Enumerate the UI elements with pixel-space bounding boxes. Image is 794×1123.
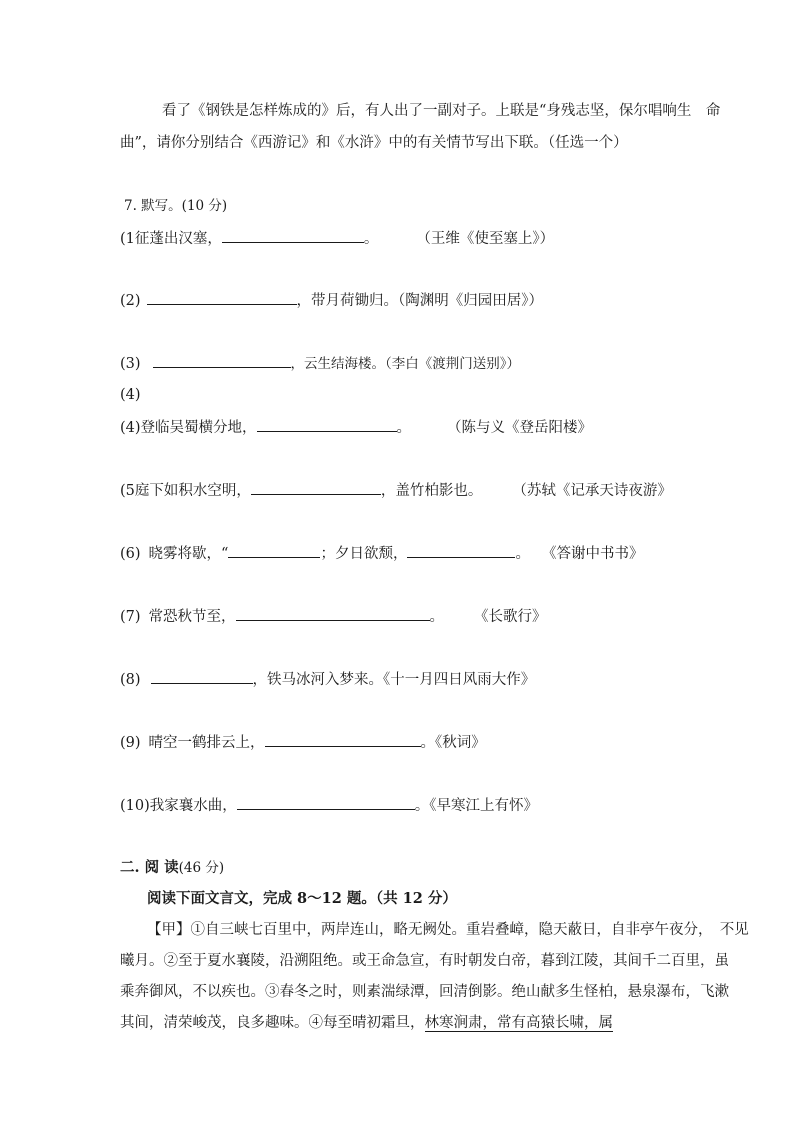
q7-item-3: (3) ，云生结海楼。（李白《渡荆门送别》） [120, 353, 520, 374]
item-number: (7) [120, 609, 141, 625]
q6-line-1: 看了《钢铁是怎样炼成的》后，有人出了一副对子。上联是“身残志坚，保尔唱响生 命 [162, 103, 721, 119]
q7-item-4-empty: (4) [120, 387, 141, 403]
answer-blank[interactable] [407, 543, 515, 558]
q7-title: 7. 默写。(10 分) [124, 198, 228, 214]
answer-blank[interactable] [222, 228, 364, 243]
q7-item-7: (7) 常恐秋节至， 。 《长歌行》 [120, 606, 547, 627]
item-number: (6) [120, 546, 141, 562]
passage-line-2: 曦月。②至于夏水襄陵，沿溯阻绝。或王命急宣，有时朝发白帝，暮到江陵，其间千二百里，虽 [120, 953, 729, 969]
q7-item-5: (5庭下如积水空明， ，盖竹柏影也。 （苏轼《记承天诗夜游》 [120, 480, 672, 501]
item-number: (4) [120, 420, 141, 436]
answer-blank[interactable] [151, 669, 253, 684]
passage-line-4: 其间，清荣峻茂，良多趣味。④每至晴初霜旦，林寒涧肃，常有高猿长啸，属 [120, 1015, 613, 1031]
item-number: (2) [120, 293, 141, 309]
item-number: (10) [120, 798, 150, 814]
q7-item-9: (9) 晴空一鹤排云上， 。《秋词》 [120, 732, 486, 753]
q7-item-6: (6) 晓雾将歇，“ ；夕日欲颓， 。 《答谢中书书》 [120, 543, 643, 564]
underlined-phrase: 林寒涧肃，常有高猿长啸，属 [424, 1015, 613, 1031]
answer-blank[interactable] [265, 732, 421, 747]
answer-blank[interactable] [251, 480, 381, 495]
q6-line-2: 曲”，请你分别结合《西游记》和《水浒》中的有关情节写出下联。（任选一个） [120, 135, 628, 151]
reading-instructions: 阅读下面文言文，完成 8～12 题。（共 12 分） [147, 890, 457, 907]
answer-blank[interactable] [153, 353, 291, 368]
answer-blank[interactable] [237, 795, 415, 810]
answer-blank[interactable] [257, 417, 397, 432]
q7-item-2: (2) ，带月荷锄归。（陶渊明《归园田居》） [120, 290, 543, 311]
item-number: (3) [120, 356, 141, 372]
item-number: (5 [120, 483, 135, 499]
section-2-heading [120, 858, 224, 878]
answer-blank[interactable] [236, 606, 430, 621]
item-number: (9) [120, 735, 141, 751]
section-title: 二. 阅 读 [120, 859, 179, 876]
section-score: (46 分) [178, 860, 225, 876]
q7-item-10: (10)我家襄水曲， 。《早寒江上有怀》 [120, 795, 538, 816]
item-number: (8) [120, 672, 141, 688]
q7-item-4: (4)登临吴蜀横分地， 。 （陈与义《登岳阳楼》 [120, 417, 592, 438]
passage-line-3: 乘奔御风，不以疾也。③春冬之时，则素湍绿潭，回清倒影。绝山献多生怪柏，悬泉瀑布，飞漱 [120, 984, 729, 1000]
q7-item-8: (8) ，铁马冰河入梦来。《十一月四日风雨大作》 [120, 669, 535, 690]
answer-blank[interactable] [228, 543, 320, 558]
q7-item-1: (1征蓬出汉塞， 。 （王维《使至塞上》） [120, 228, 554, 249]
passage-line-1: 【甲】①自三峡七百里中，两岸连山，略无阙处。重岩叠嶂，隐天蔽日，自非亭午夜分， 不见 [147, 922, 749, 938]
item-number: (1 [120, 231, 135, 247]
answer-blank[interactable] [147, 290, 297, 305]
